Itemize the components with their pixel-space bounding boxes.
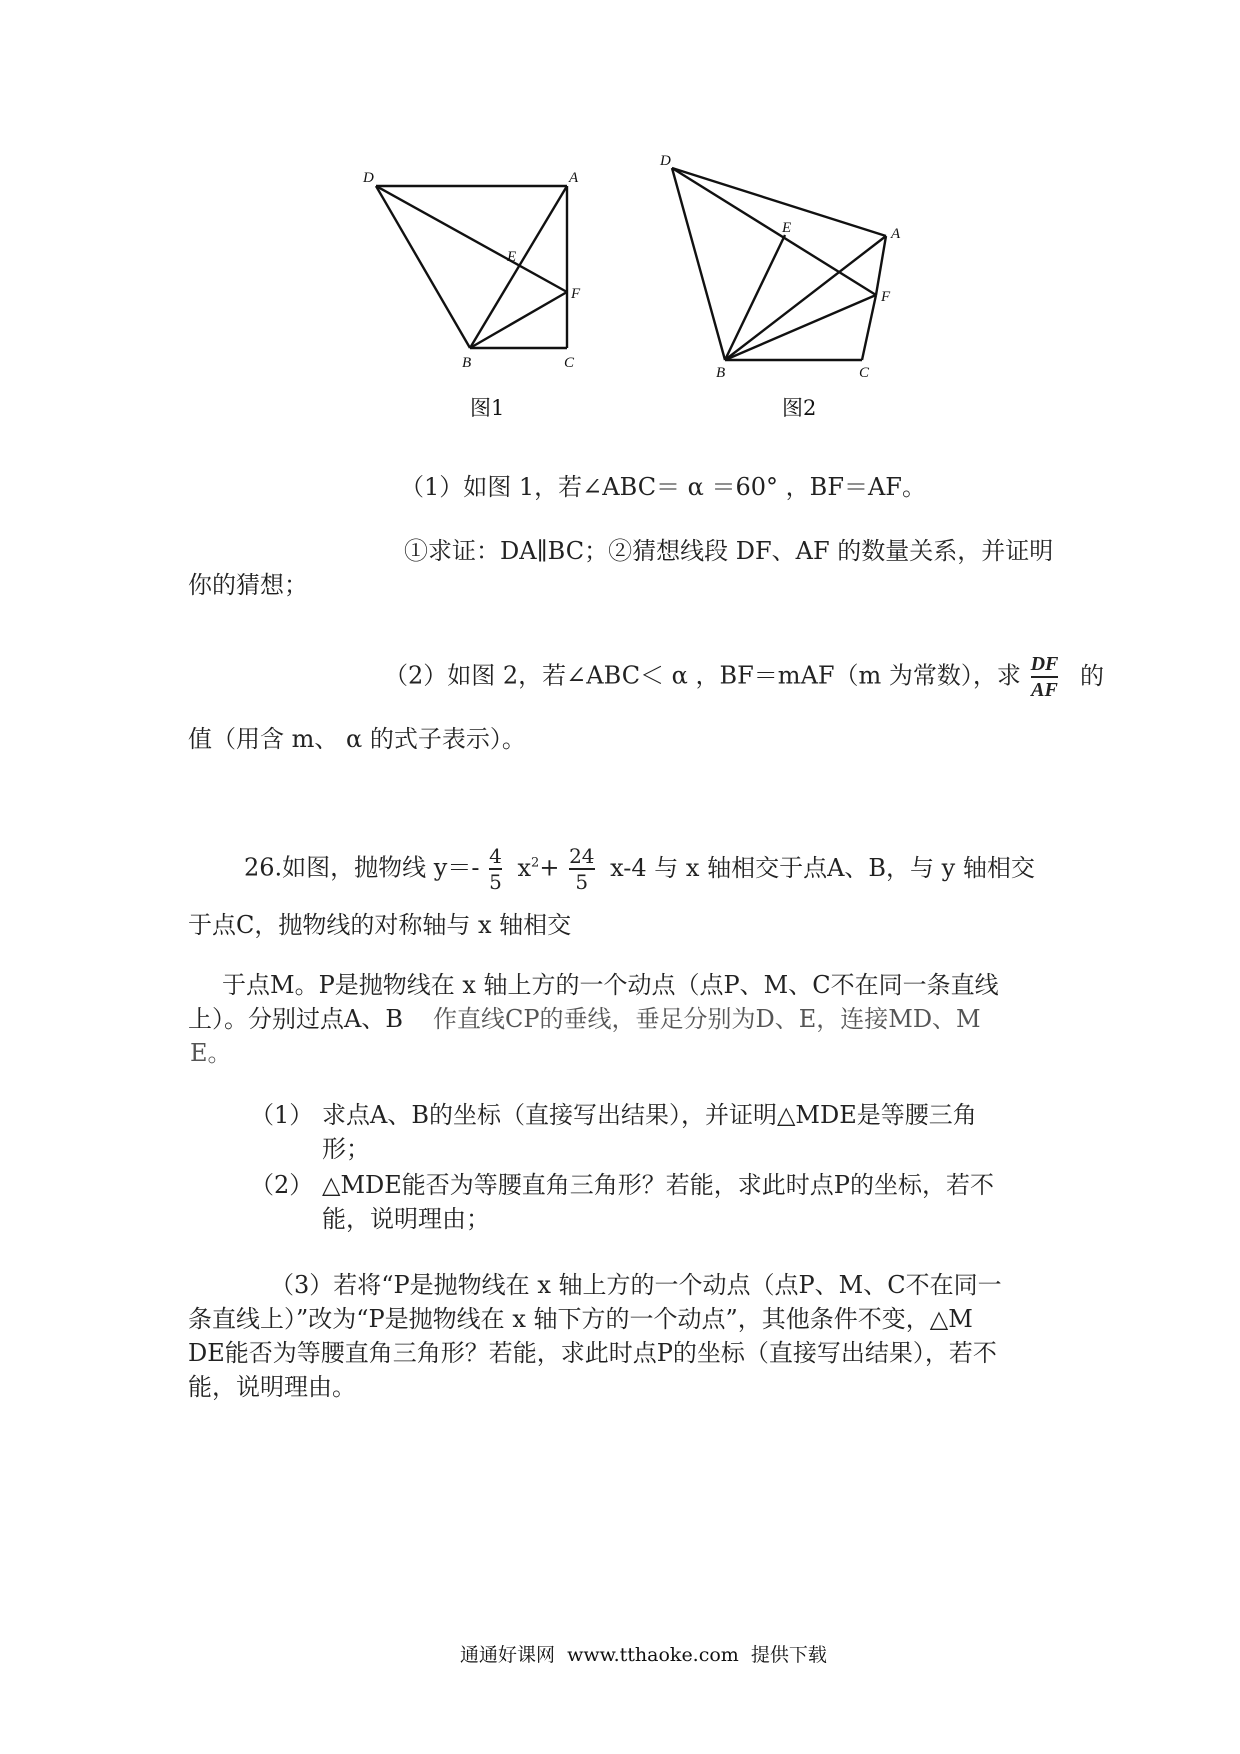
figure-2 [660,148,920,388]
q26-p2-num: （2） [250,1171,314,1199]
q26-line2: 于点C，抛物线的对称轴与 x 轴相交 [188,911,572,939]
q26-p2-text-a: △MDE能否为等腰直角三角形？若能，求此时点P的坐标，若不 [322,1171,994,1199]
fig1-label-f: F [571,286,581,302]
page-footer: 通通好课网 www.tthaoke.com 提供下载 [460,1644,827,1666]
q25-part1-line1: （1）如图 1，若∠ABC＝ α ＝60° ，BF＝AF。 [400,473,926,501]
figure-1 [360,160,600,380]
q26-p2-text-b: 能，说明理由； [322,1205,490,1233]
fig1-label-d: D [363,170,374,186]
fig1-label-b: B [462,355,472,371]
q25-part2-line1 [384,654,1104,700]
fraction-numerator: DF [1030,653,1059,675]
q25-part2-tail: 的 [1080,661,1105,690]
fig2-label-f: F [881,289,891,305]
df-over-af-fraction [1031,654,1059,700]
figure-1-caption: 图1 [470,396,505,420]
q25-part1-line2: ①求证：DA∥BC；②猜想线段 DF、AF 的数量关系，并证明 [404,537,1054,565]
q26-intro-a: 26.如图，抛物线 y＝- [244,853,480,882]
figure-2-caption: 图2 [782,396,817,420]
fig1-label-e: E [507,249,517,265]
fig2-label-c: C [859,365,870,381]
q26-p3-line3: DE能否为等腰直角三角形？若能，求此时点P的坐标（直接写出结果），若不 [188,1339,997,1367]
fraction-4-5: $\frac{4}{5}$ [489,844,502,894]
fig1-label-a: A [569,170,579,186]
fig2-label-b: B [716,365,726,381]
q26-line5: E。 [190,1039,232,1067]
q26-p1-text-a: 求点A、B的坐标（直接写出结果），并证明△MDE是等腰三角 [322,1101,977,1129]
q26-p3-line2: 条直线上）”改为“P是抛物线在 x 轴下方的一个动点”，其他条件不变，△M [188,1305,973,1333]
q25-part1-line3: 你的猜想； [188,571,308,599]
q26-p1-num: （1） [250,1101,314,1129]
fig2-label-a: A [891,226,901,242]
q26-p3-line4: 能，说明理由。 [188,1373,356,1401]
q25-part2-line2: 值（用含 m、 α 的式子表示）。 [188,725,526,753]
q26-line4: 上）。分别过点A、B 作直线CP的垂线，垂足分别为D、E，连接MD、M [188,1005,981,1033]
fig1-label-c: C [564,355,575,371]
q26-intro-b: x-4 与 x 轴相交于点A、B，与 y 轴相交 [610,853,1035,882]
q26-p1-text-b: 形； [322,1135,370,1163]
fraction-denominator: AF [1031,679,1058,701]
q26-intro-line1: 26.如图，抛物线 y＝- $\frac{4}{5}$ $x^2+$ $\frac{24}{5}$ x-4 与 x 轴相交于点A、B，与 y 轴相交 [244,844,1035,894]
q26-p3-line1: （3）若将“P是抛物线在 x 轴上方的一个动点（点P、M、C不在同一 [270,1271,1002,1299]
fraction-24-5: $\frac{24}{5}$ [569,844,595,894]
q25-part2-text: （2）如图 2，若∠ABC＜ α ，BF＝mAF（m 为常数），求 [384,661,1021,690]
fig2-label-e: E [782,220,792,236]
q26-line3: 于点M。P是抛物线在 x 轴上方的一个动点（点P、M、C不在同一条直线 [222,971,999,999]
fig2-label-d: D [660,153,671,169]
